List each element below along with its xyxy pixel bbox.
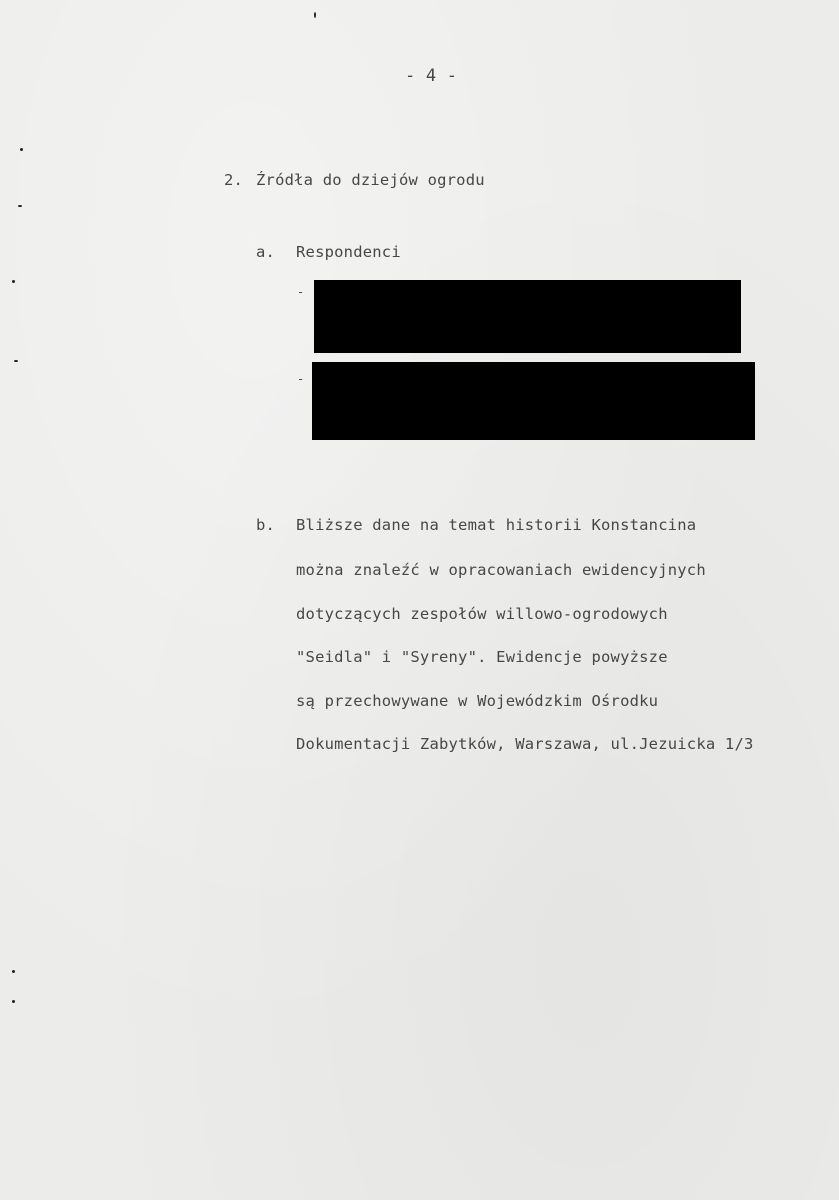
page-number: - 4 - — [405, 66, 458, 86]
paper-speck — [12, 970, 15, 973]
paragraph-line: są przechowywane w Wojewódzkim Ośrodku — [296, 692, 659, 710]
paper-speck — [12, 280, 15, 283]
paper-speck — [314, 12, 316, 18]
paragraph-line: Dokumentacji Zabytków, Warszawa, ul.Jezuicka 1/3 — [296, 735, 754, 753]
paragraph-line: Bliższe dane na temat historii Konstancina — [296, 516, 697, 534]
section-number: 2. — [224, 171, 244, 189]
paragraph-line: "Seidla" i "Syreny". Ewidencje powyższe — [296, 648, 668, 666]
item-b-marker: b. — [256, 516, 276, 534]
redaction-block — [312, 362, 755, 440]
paragraph-line: można znaleźć w opracowaniach ewidencyjnych — [296, 561, 706, 579]
item-a-label: Respondenci — [296, 243, 401, 261]
paper-speck — [12, 1000, 15, 1003]
respondent-dash: - — [297, 372, 305, 386]
paper-speck — [18, 205, 22, 207]
redaction-block — [314, 280, 741, 353]
respondent-dash: - — [297, 285, 305, 299]
section-title: Źródła do dziejów ogrodu — [256, 171, 485, 189]
paper-speck — [20, 148, 23, 151]
paper-speck — [14, 360, 18, 362]
item-a-marker: a. — [256, 243, 276, 261]
paragraph-line: dotyczących zespołów willowo-ogrodowych — [296, 605, 668, 623]
